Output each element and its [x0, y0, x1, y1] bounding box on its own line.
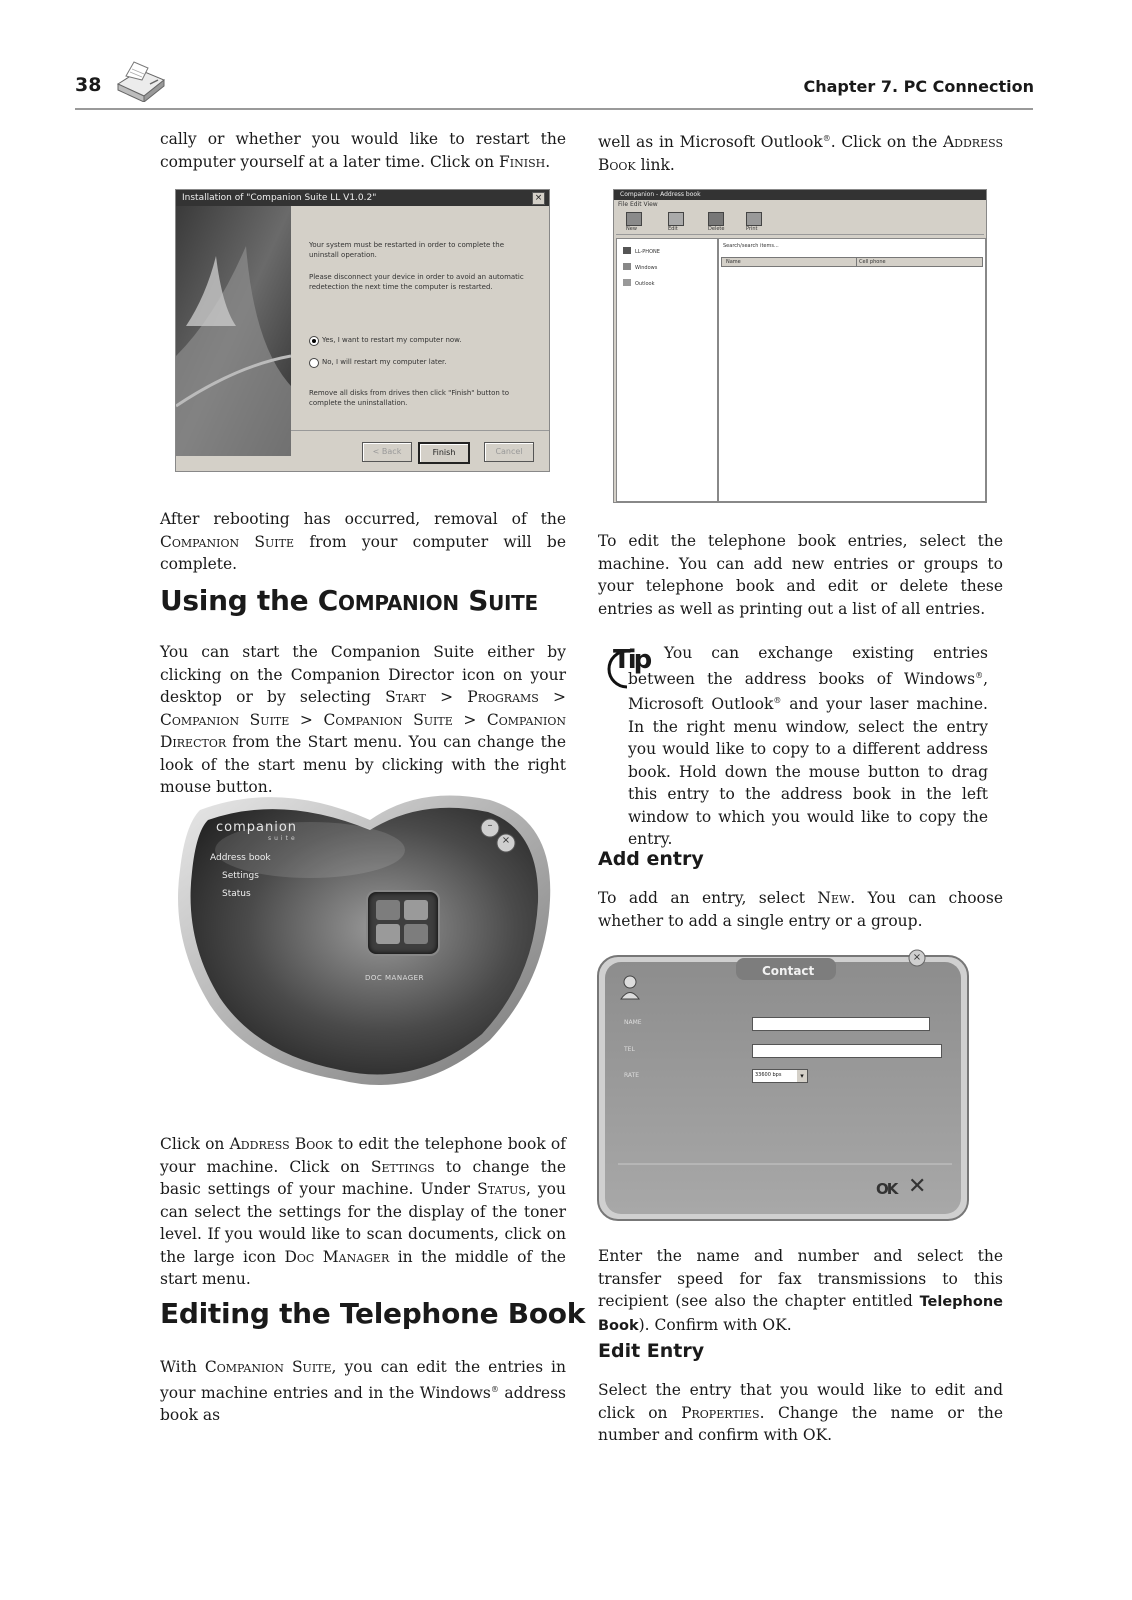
finish-button[interactable]: Finish — [418, 442, 470, 464]
ab-tree-pane — [616, 238, 718, 502]
contact-cancel-icon[interactable]: ✕ — [908, 1174, 927, 1199]
right-paragraph-4: Enter the name and number and select the transfer speed for fax transmissions to this recipient (see also the chapter entitled Telephone Book). Confirm with OK. — [598, 1247, 1003, 1334]
uninstall-dialog-screenshot — [175, 189, 550, 472]
header-rule — [75, 108, 1033, 110]
dialog-banner-image — [176, 206, 291, 456]
radio-restart-now-label: Yes, I want to restart my computer now. — [322, 336, 462, 344]
ab-search-field[interactable]: Search/search items... — [723, 243, 779, 249]
heading-using-companion-suite: Using the Companion Suite — [160, 584, 538, 617]
ab-tree-machine-icon — [623, 247, 631, 254]
director-close-icon[interactable]: × — [501, 835, 511, 846]
menu-settings[interactable]: Settings — [222, 871, 259, 881]
tip-icon: Tip — [601, 643, 659, 691]
companion-logo-sub: suite — [268, 835, 298, 842]
right-paragraph-5: Select the entry that you would like to edit and click on Properties. Change the name or the number and confirm with OK. — [598, 1381, 1003, 1444]
ab-new-label: New — [626, 226, 637, 232]
ab-toolbar — [616, 210, 984, 235]
dialog-line-1: Your system must be restarted in order to complete the uninstall operation. — [309, 241, 505, 259]
right-paragraph-1: well as in Microsoft Outlook®. Click on the Address Book link. — [598, 133, 1003, 174]
address-book-screenshot — [613, 189, 987, 503]
radio-restart-now[interactable] — [309, 336, 319, 346]
heading-editing-telephone-book: Editing the Telephone Book — [160, 1297, 586, 1330]
contact-rate-value: 33600 bps — [755, 1072, 782, 1078]
heading-add-entry: Add entry — [598, 848, 704, 870]
ab-col-cell-phone[interactable]: Cell phone — [856, 257, 886, 267]
director-minimize-icon[interactable]: – — [487, 820, 493, 831]
dialog-line-2: Please disconnect your device in order to avoid an automatic redetection the next time the computer is restarted. — [309, 273, 524, 291]
cancel-button[interactable]: Cancel — [484, 442, 534, 462]
fax-machine-icon — [114, 58, 168, 102]
contact-title: Contact — [762, 964, 815, 978]
chapter-title: Chapter 7. PC Connection — [803, 77, 1034, 96]
ab-tree-item-windows[interactable]: Windows — [635, 265, 658, 271]
contact-tel-field[interactable] — [752, 1044, 942, 1058]
dialog-separator — [291, 430, 549, 431]
back-button[interactable]: < Back — [362, 442, 412, 462]
companion-logo: companion — [216, 820, 298, 835]
contact-close-icon[interactable]: × — [912, 952, 922, 963]
radio-restart-later[interactable] — [309, 358, 319, 368]
ab-print-label: Print — [746, 226, 758, 232]
menu-status[interactable]: Status — [222, 889, 251, 899]
tip-text: You can exchange existing entries between the address books of Windows®, Microsoft Outlook® and your laser machine. In the right menu window, select the entry you would like to copy to a different address book. Hold down the mouse button to drag this entry to the address book in the left window to which you would like to copy the entry. — [628, 644, 988, 849]
director-background — [170, 790, 554, 1095]
contact-tel-label: TEL — [624, 1046, 635, 1053]
ab-tree-item-phone[interactable]: LL-PHONE — [635, 249, 660, 255]
ab-menubar[interactable]: File Edit View — [618, 201, 658, 208]
ab-tree-windows-icon — [623, 263, 631, 270]
menu-address-book[interactable]: Address book — [210, 853, 271, 863]
radio-restart-later-label: No, I will restart my computer later. — [322, 358, 447, 366]
dialog-line-3: Remove all disks from drives then click "Finish" button to complete the uninstallation. — [309, 389, 510, 407]
dialog-close-icon[interactable]: × — [532, 192, 545, 205]
ab-tree-item-outlook[interactable]: Outlook — [635, 281, 655, 287]
right-paragraph-2: To edit the telephone book entries, select the machine. You can add new entries or groups to your telephone book and edit or delete these entries as well as printing out a list of all entries. — [598, 532, 1003, 618]
companion-director-screenshot — [170, 790, 554, 1095]
ab-title: Companion - Address book — [614, 190, 986, 200]
chevron-down-icon: ▾ — [797, 1070, 807, 1082]
contact-ok-button[interactable]: OK — [876, 1180, 897, 1198]
left-paragraph-3: You can start the Companion Suite either by clicking on the Companion Director icon on your desktop or by selecting Start > Programs > Companion Suite > Companion Suite > Companion Director from the Start menu. You can change the look of the start menu by clicking with the right mouse button. — [160, 643, 566, 796]
contact-name-label: NAME — [624, 1019, 642, 1026]
left-paragraph-5: With Companion Suite, you can edit the entries in your machine entries and in the Windows® address book as — [160, 1358, 566, 1425]
dialog-title: Installation of "Companion Suite LL V1.0.2" — [176, 190, 549, 206]
contact-rate-select[interactable] — [752, 1069, 808, 1083]
doc-manager-icon[interactable] — [366, 890, 440, 956]
contact-person-icon — [620, 974, 640, 1000]
contact-rate-label: RATE — [624, 1072, 640, 1079]
doc-manager-label: DOC MANAGER — [365, 974, 424, 982]
contact-dialog-screenshot — [596, 948, 971, 1223]
ab-tree-outlook-icon — [623, 279, 631, 286]
contact-name-field[interactable] — [752, 1017, 930, 1031]
ab-delete-label: Delete — [708, 226, 725, 232]
heading-edit-entry: Edit Entry — [598, 1340, 705, 1362]
right-paragraph-3: To add an entry, select New. You can choose whether to add a single entry or a group. — [598, 889, 1003, 930]
page-number: 38 — [75, 74, 102, 96]
left-paragraph-4: Click on Address Book to edit the telephone book of your machine. Click on Settings to change the basic settings of your machine. Under Status, you can select the settings for the display of the toner level. If you would like to scan documents, click on the large icon Doc Manager in the middle of the start menu. — [160, 1135, 566, 1288]
ab-edit-label: Edit — [668, 226, 678, 232]
ab-list-pane — [718, 238, 986, 502]
ab-col-name[interactable]: Name — [726, 259, 741, 265]
left-paragraph-1: cally or whether you would like to restart the computer yourself at a later time. Click on Finish. — [160, 130, 566, 171]
left-paragraph-2: After rebooting has occurred, removal of the Companion Suite from your computer will be complete. — [160, 510, 567, 573]
ab-column-headers — [721, 257, 983, 267]
